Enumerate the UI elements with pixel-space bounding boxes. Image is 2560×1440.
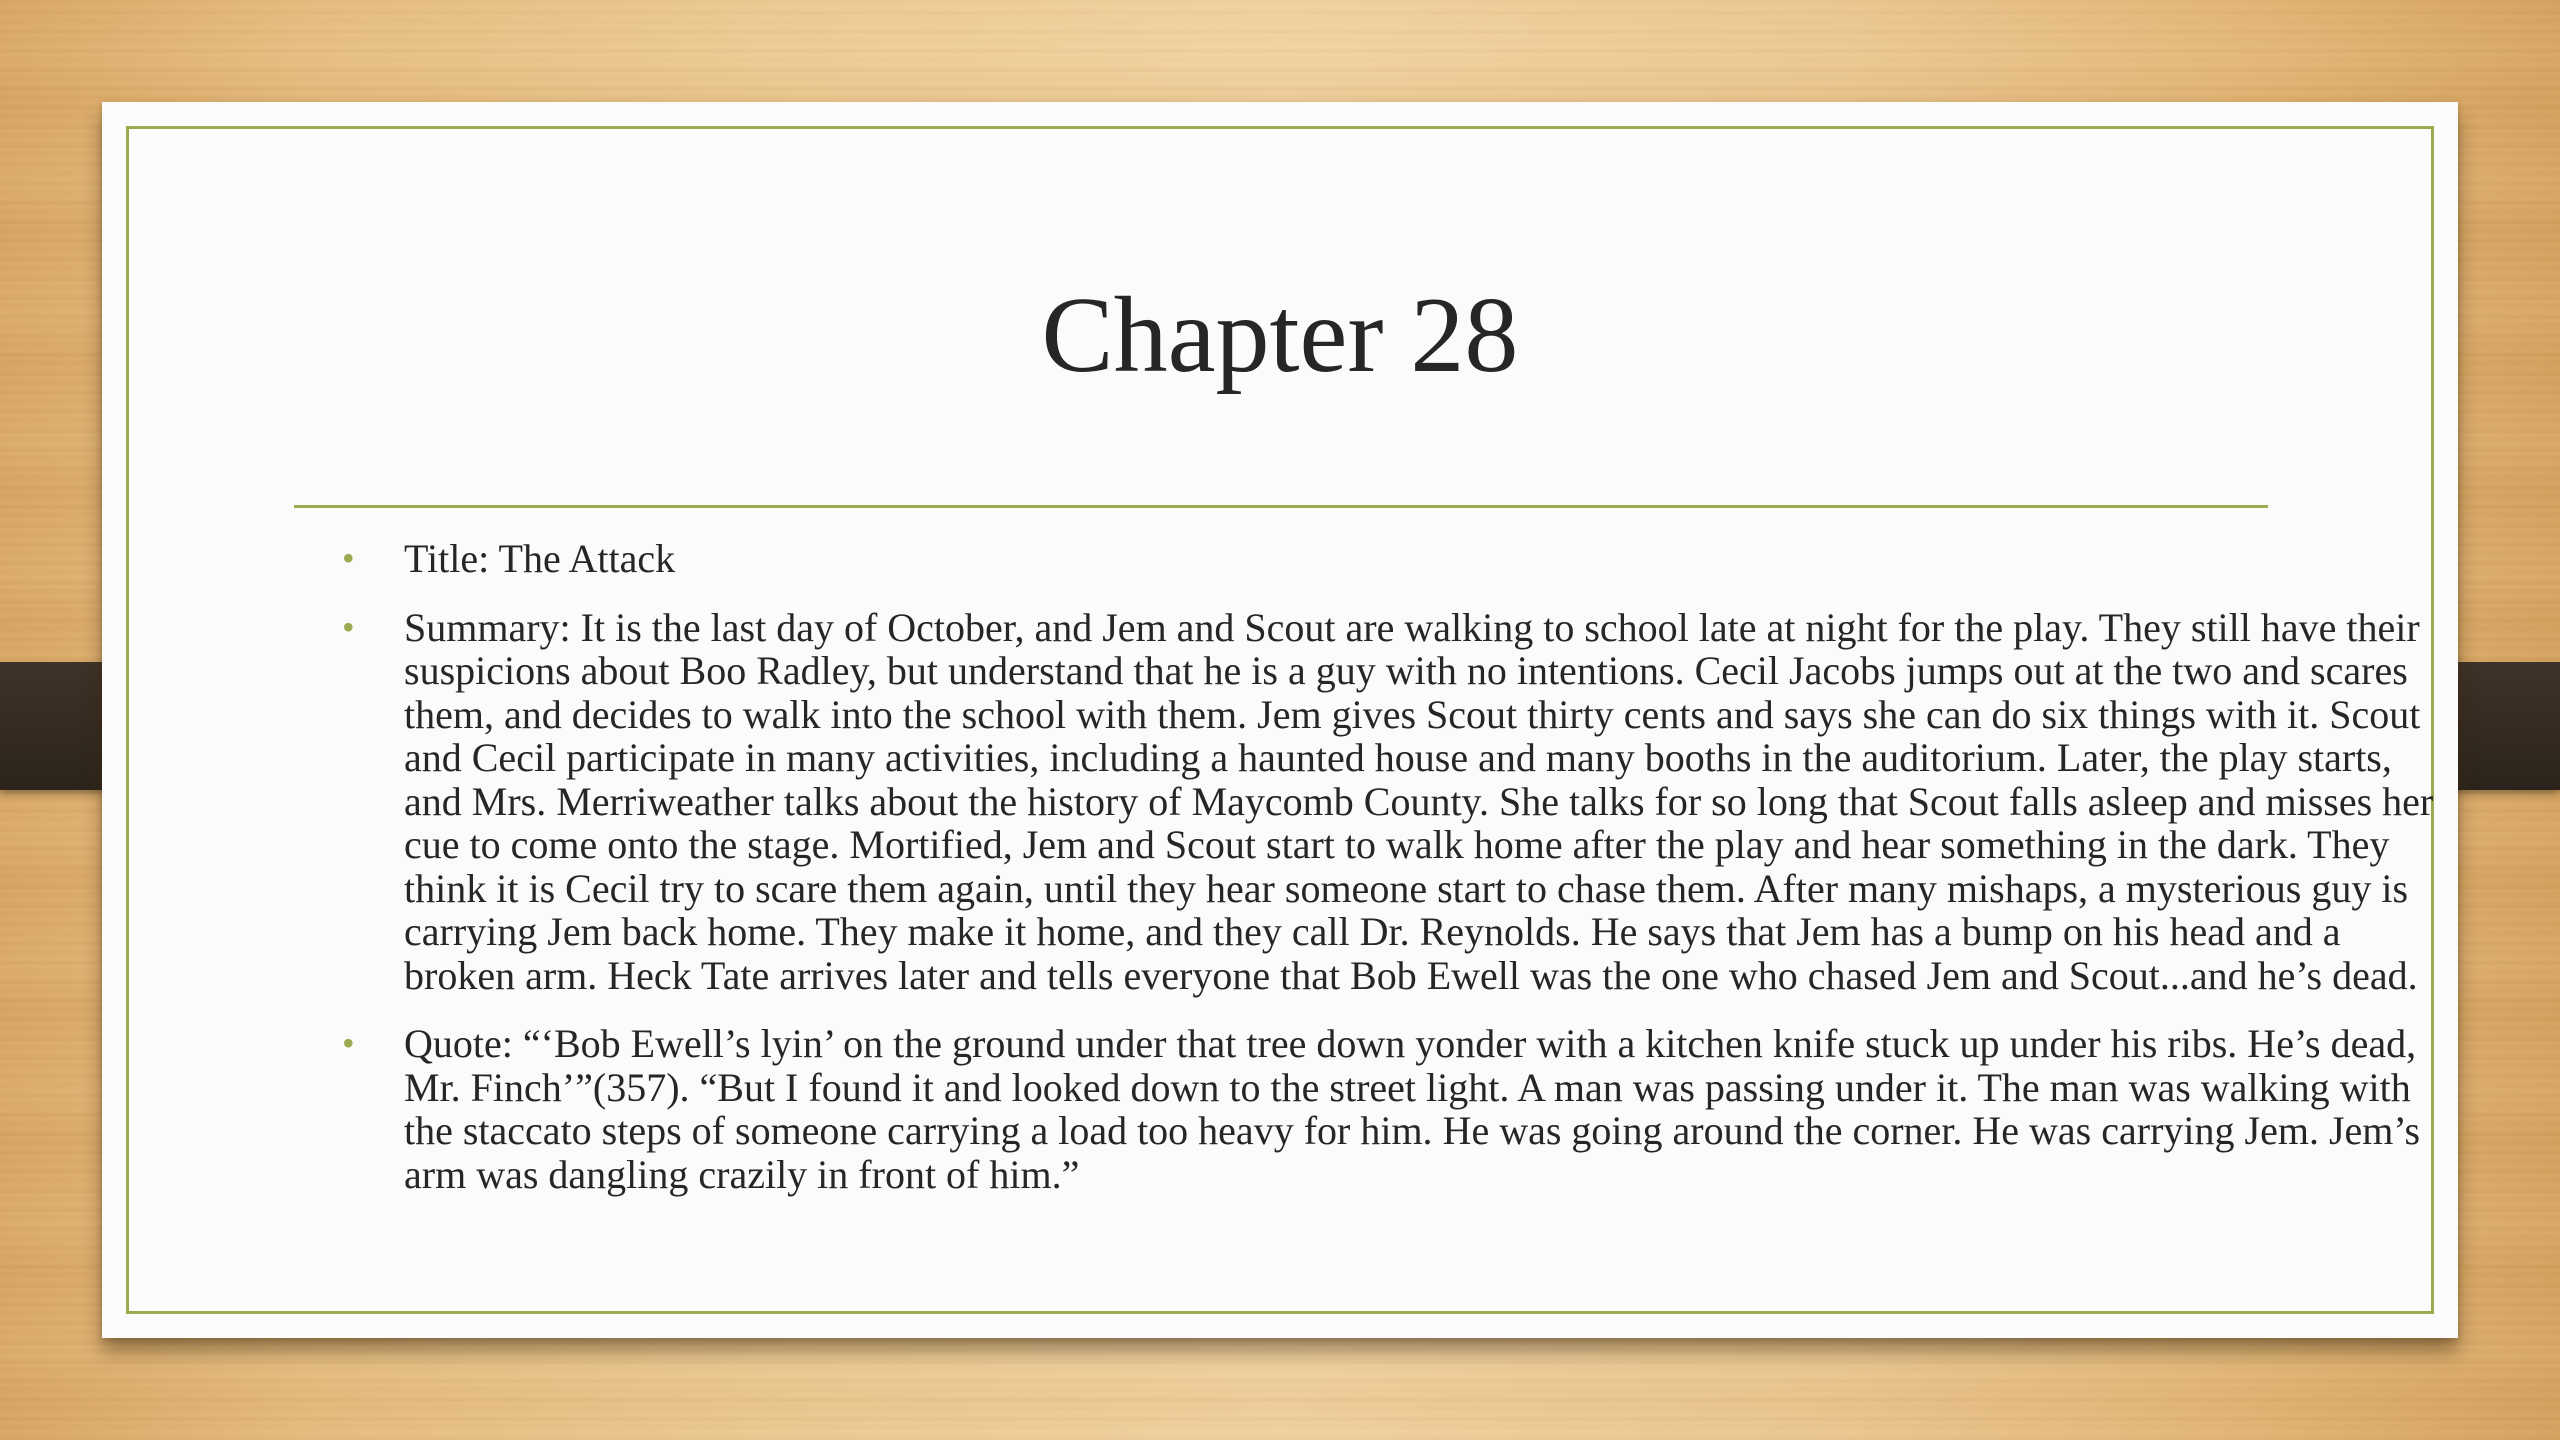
bullet-list bbox=[301, 537, 2453, 1221]
slide-title: Chapter 28 bbox=[1041, 276, 1519, 395]
bullet-item-title bbox=[301, 537, 2453, 581]
bullet-item-quote bbox=[301, 1022, 2453, 1196]
bullet-text: Quote: “‘Bob Ewell’s lyin’ on the ground under that tree down yonder with a kitchen knife stuck up under his ribs. He’s dead, Mr. Finch’”(357). “But I found it and looked down to the street light. A man was passing under it. The man was walking with the staccato steps of someone carrying a load too heavy for him. He was going around the corner. He was carrying Jem. Jem’s arm was dangling crazily in front of him.” bbox=[404, 1021, 2421, 1197]
bullet-icon: • bbox=[342, 1023, 355, 1063]
bullet-text: Title: The Attack bbox=[404, 536, 676, 581]
bullet-icon: • bbox=[342, 606, 355, 647]
bullet-icon: • bbox=[342, 538, 355, 578]
bullet-item-summary bbox=[301, 606, 2453, 998]
title-divider bbox=[294, 505, 2268, 508]
bullet-text: Summary: It is the last day of October, and Jem and Scout are walking to school late at night for the play. They still have their suspicions about Boo Radley, but understand that he is a guy with no intentions. Cecil Jacobs jumps out at the two and scares them, and decides to walk into the school with them. Jem gives Scout thirty cents and says she can do six things with it. Scout and Cecil participate in many activities, including a haunted house and many booths in the auditorium. Later, the play starts, and Mrs. Merriweather talks about the history of Maycomb County. She talks for so long that Scout falls asleep and misses her cue to come onto the stage. Mortified, Jem and Scout start to walk home after the play and hear something in the dark. They think it is Cecil try to scare them again, until they hear someone start to chase them. After many mishaps, a mysterious guy is carrying Jem back home. They make it home, and they call Dr. Reynolds. He says that Jem has a bump on his head and a broken arm. Heck Tate arrives later and tells everyone that Bob Ewell was the one who chased Jem and Scout...and he’s dead. bbox=[404, 604, 2434, 998]
slide bbox=[102, 102, 2458, 1338]
